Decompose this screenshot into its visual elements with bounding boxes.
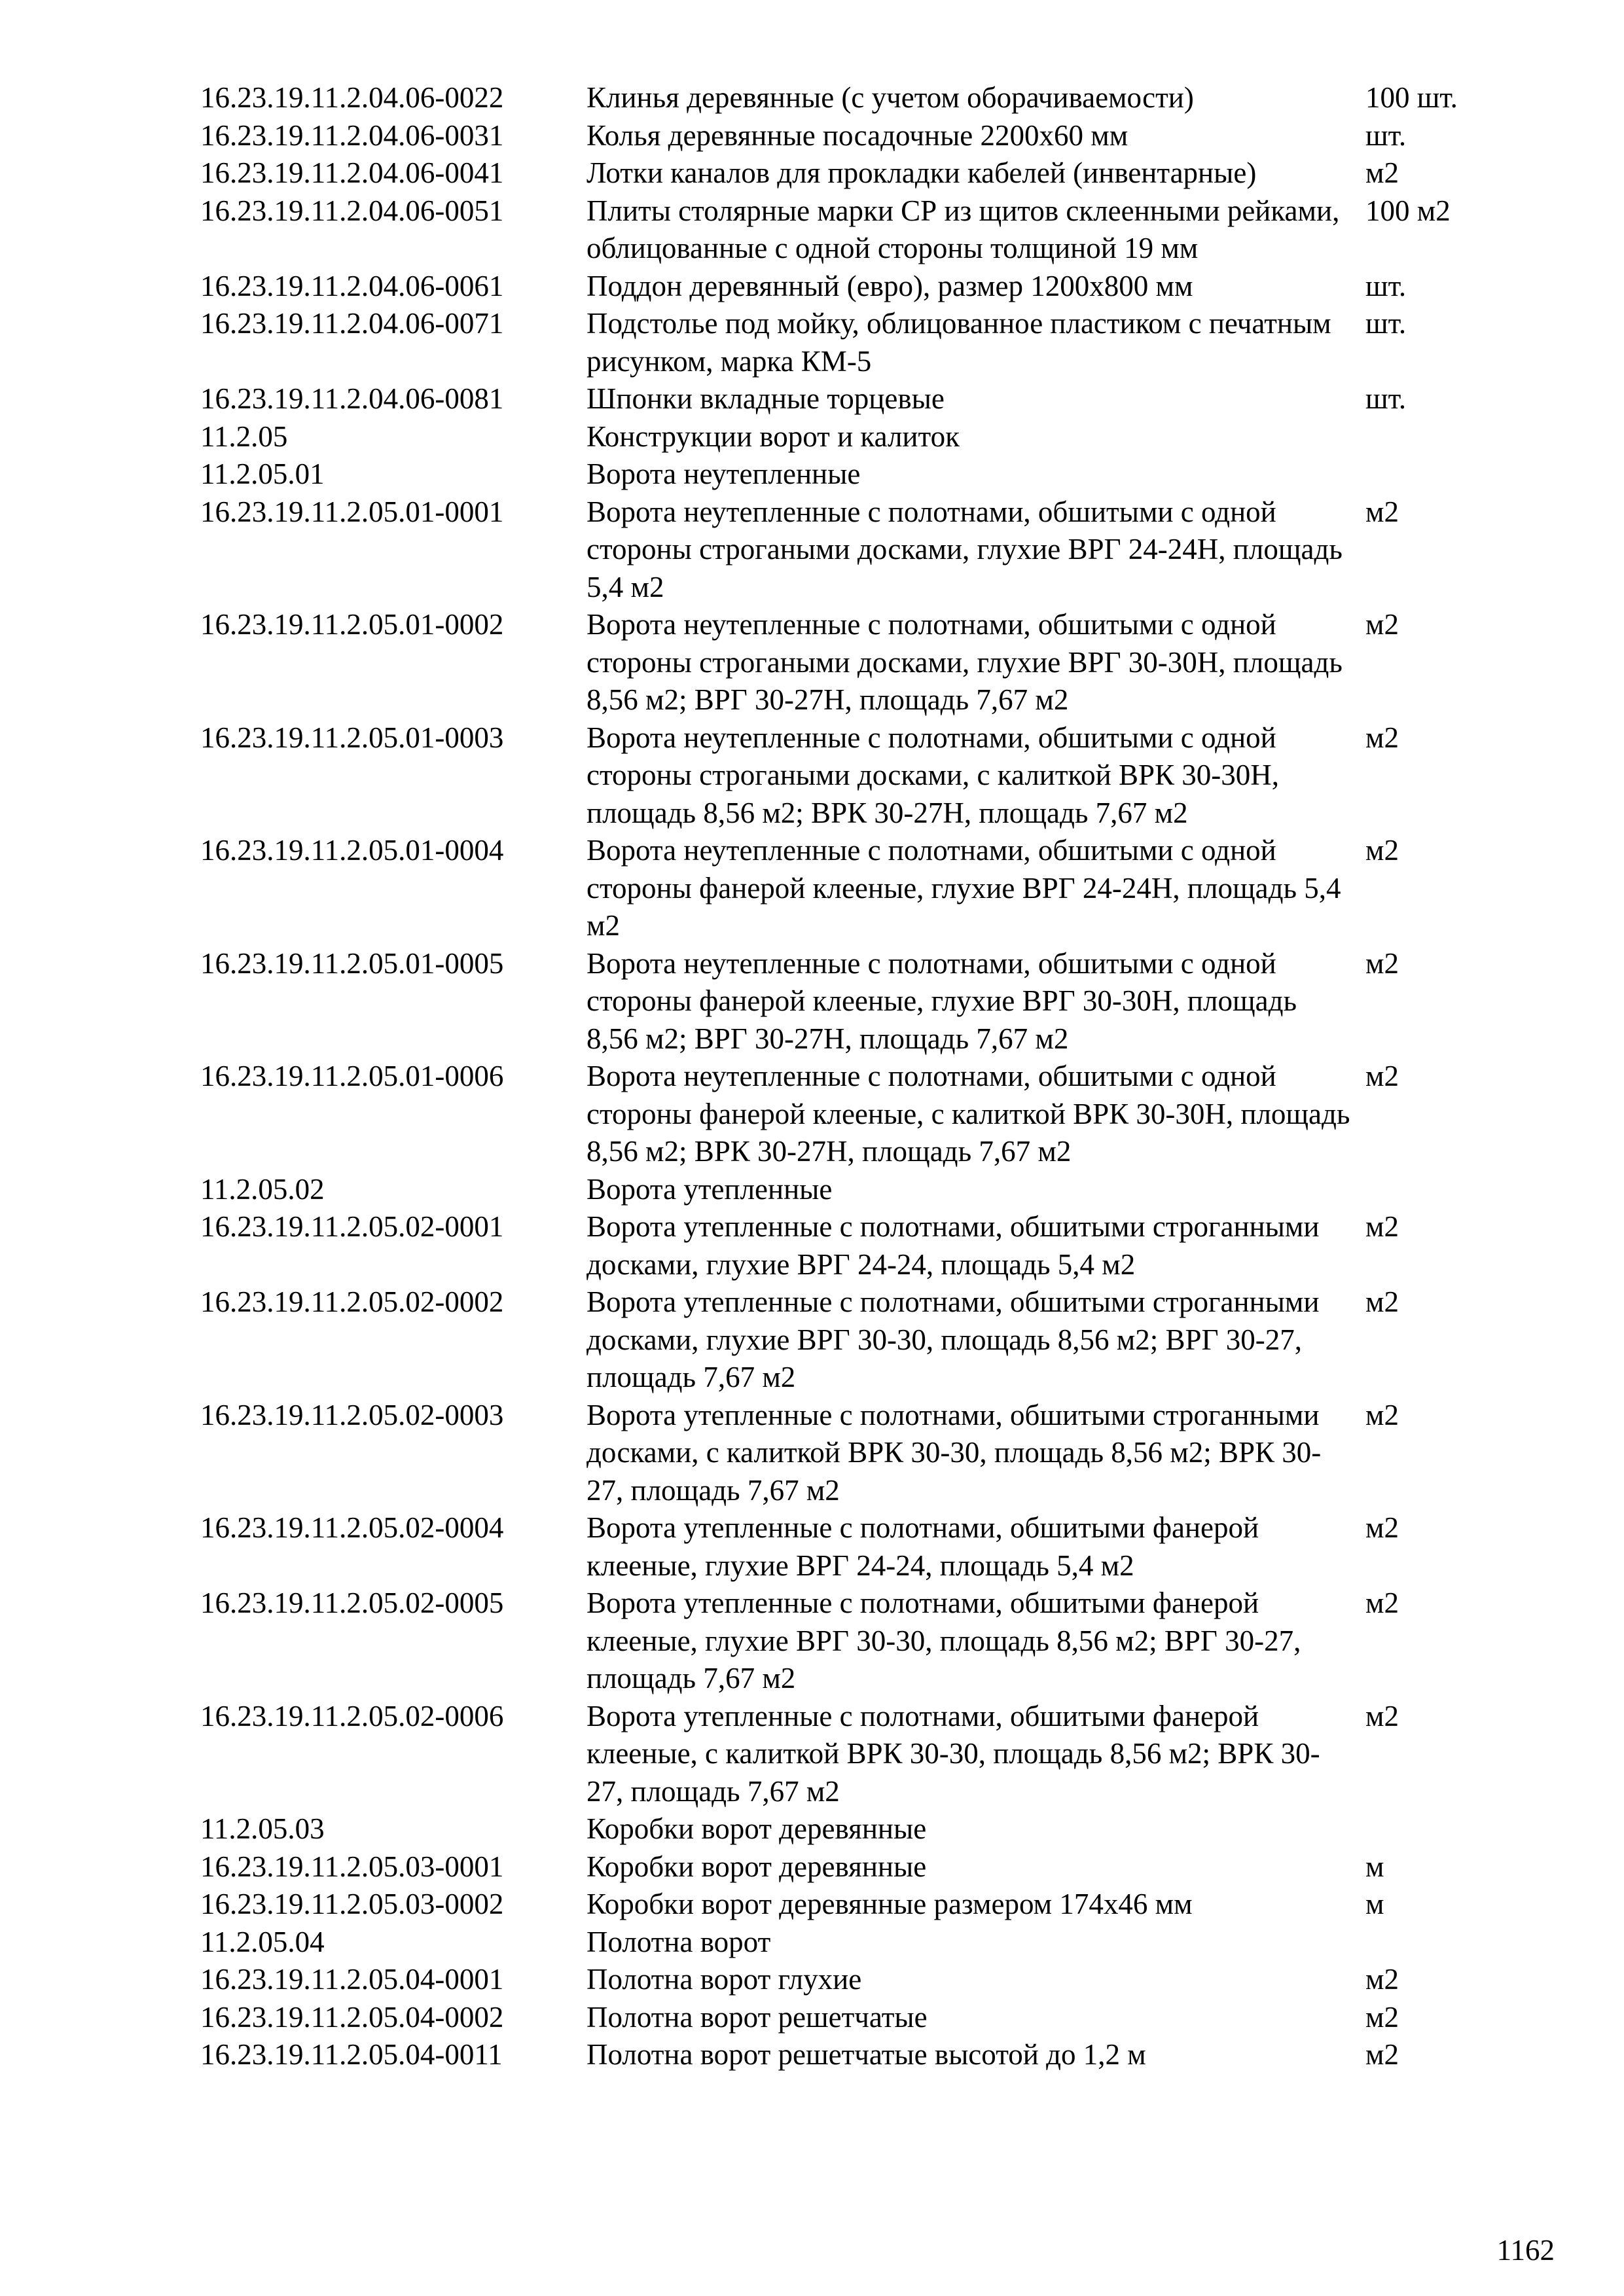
- resource-name: Ворота утепленные с полотнами, обшитыми фанерой клееные, глухие ВРГ 24-24, площадь 5,4 м2: [586, 1511, 1259, 1582]
- resource-name: Ворота неутепленные с полотнами, обшитыми с одной стороны строгаными досками, с калиткой ВРК 30-30Н, площадь 8,56 м2; ВРК 30-27Н, площадь 7,67 м2: [586, 721, 1279, 829]
- resource-unit: м2: [1365, 1210, 1399, 1243]
- resource-code: 16.23.19.11.2.05.02-0004: [200, 1511, 504, 1544]
- resource-code: 16.23.19.11.2.04.06-0041: [200, 156, 504, 189]
- resource-code: 16.23.19.11.2.05.01-0002: [200, 608, 504, 641]
- resource-name: Ворота неутепленные с полотнами, обшитыми с одной стороны строгаными досками, глухие ВРГ 30-30Н, площадь 8,56 м2; ВРГ 30-27Н, площадь 7,67 м2: [586, 608, 1343, 716]
- resource-name: Ворота утепленные с полотнами, обшитыми фанерой клееные, с калиткой ВРК 30-30, площадь 8,56 м2; ВРК 30-27, площадь 7,67 м2: [586, 1699, 1320, 1808]
- resource-row: [200, 2036, 1503, 2074]
- resource-name: Лотки каналов для прокладки кабелей (инвентарные): [586, 156, 1257, 189]
- resource-row: [200, 606, 1503, 719]
- resource-name: Ворота утепленные с полотнами, обшитыми фанерой клееные, глухие ВРГ 30-30, площадь 8,56 м2; ВРГ 30-27, площадь 7,67 м2: [586, 1587, 1301, 1695]
- resource-unit: м2: [1365, 1699, 1399, 1732]
- resource-code: 16.23.19.11.2.05.01-0005: [200, 946, 504, 980]
- resource-code: 11.2.05.04: [200, 1925, 325, 1958]
- resource-name: Ворота неутепленные: [586, 457, 861, 490]
- resource-name: Коробки ворот деревянные размером 174х46 мм: [586, 1888, 1193, 1920]
- resource-unit: шт.: [1365, 269, 1407, 302]
- resource-name: Конструкции ворот и калиток: [586, 420, 960, 453]
- resource-name: Ворота неутепленные с полотнами, обшитыми с одной стороны фанерой клееные, глухие ВРГ 24-24Н, площадь 5,4 м2: [586, 834, 1341, 942]
- resource-row: [200, 1698, 1503, 1811]
- resource-code: 16.23.19.11.2.05.01-0006: [200, 1060, 504, 1092]
- resource-unit: м2: [1365, 1285, 1399, 1318]
- resource-name: Ворота утепленные с полотнами, обшитыми строганными досками, глухие ВРГ 30-30, площадь 8,56 м2; ВРГ 30-27, площадь 7,67 м2: [586, 1285, 1320, 1393]
- resource-unit: м2: [1365, 1060, 1399, 1092]
- resource-name: Ворота утепленные с полотнами, обшитыми строганными досками, с калиткой ВРК 30-30, площадь 8,56 м2; ВРК 30-27, площадь 7,67 м2: [586, 1398, 1322, 1507]
- resource-row: [200, 418, 1503, 456]
- resource-code: 16.23.19.11.2.05.02-0005: [200, 1587, 504, 1619]
- resource-code: 16.23.19.11.2.05.03-0002: [200, 1888, 504, 1920]
- resource-code: 16.23.19.11.2.04.06-0051: [200, 194, 504, 227]
- resource-name: Полотна ворот решетчатые высотой до 1,2 м: [586, 2038, 1146, 2071]
- resource-name: Ворота утепленные: [586, 1172, 833, 1206]
- resource-row: [200, 945, 1503, 1058]
- resource-name: Полотна ворот: [586, 1925, 771, 1958]
- resource-row: [200, 1397, 1503, 1510]
- resource-name: Поддон деревянный (евро), размер 1200х800 мм: [586, 269, 1193, 302]
- resource-code: 16.23.19.11.2.05.01-0004: [200, 834, 504, 867]
- resource-unit: 100 шт.: [1365, 81, 1458, 114]
- resource-name: Клинья деревянные (с учетом оборачиваемости): [586, 81, 1194, 114]
- resource-code: 16.23.19.11.2.05.04-0002: [200, 2000, 504, 2034]
- resource-row: [200, 1509, 1503, 1585]
- resource-unit: м2: [1365, 1398, 1399, 1431]
- resource-unit: 100 м2: [1365, 194, 1451, 227]
- resource-name: Полотна ворот глухие: [586, 1963, 862, 1996]
- resource-code: 11.2.05.03: [200, 1812, 325, 1845]
- resource-unit: м2: [1365, 2038, 1399, 2071]
- resource-row: [200, 117, 1503, 155]
- resource-unit: м: [1365, 1850, 1384, 1883]
- resource-row: [200, 305, 1503, 380]
- resource-code: 16.23.19.11.2.05.01-0001: [200, 495, 504, 528]
- resource-code: 16.23.19.11.2.05.02-0002: [200, 1285, 504, 1318]
- resource-row: [200, 154, 1503, 192]
- resource-unit: шт.: [1365, 118, 1407, 152]
- resource-code: 16.23.19.11.2.05.04-0001: [200, 1963, 504, 1996]
- resource-name: Шпонки вкладные торцевые: [586, 382, 945, 415]
- resource-code: 16.23.19.11.2.04.06-0031: [200, 118, 504, 152]
- resource-unit: м2: [1365, 1587, 1399, 1619]
- resource-unit: м2: [1365, 2000, 1399, 2034]
- resource-row: [200, 1058, 1503, 1171]
- resource-row: [200, 79, 1503, 117]
- resource-unit: м2: [1365, 608, 1399, 641]
- resource-name: Коробки ворот деревянные: [586, 1850, 927, 1883]
- resource-unit: м2: [1365, 834, 1399, 867]
- resource-unit: м2: [1365, 1511, 1399, 1544]
- resource-row: [200, 1924, 1503, 1962]
- resource-code: 16.23.19.11.2.04.06-0071: [200, 307, 504, 340]
- resource-name: Ворота неутепленные с полотнами, обшитыми с одной стороны фанерой клееные, глухие ВРГ 30-30Н, площадь 8,56 м2; ВРГ 30-27Н, площадь 7,67 м2: [586, 946, 1297, 1055]
- resource-row: [200, 456, 1503, 493]
- resource-name: Подстолье под мойку, облицованное пластиком с печатным рисунком, марка КМ-5: [586, 307, 1331, 378]
- resource-list: [200, 79, 1503, 2074]
- resource-unit: м2: [1365, 495, 1399, 528]
- resource-row: [200, 832, 1503, 945]
- resource-row: [200, 1208, 1503, 1283]
- resource-row: [200, 1848, 1503, 1886]
- resource-row: [200, 268, 1503, 306]
- resource-name: Ворота неутепленные с полотнами, обшитыми с одной стороны фанерой клееные, с калиткой ВРК 30-30Н, площадь 8,56 м2; ВРК 30-27Н, площадь 7,67 м2: [586, 1060, 1350, 1168]
- resource-row: [200, 1283, 1503, 1397]
- resource-name: Колья деревянные посадочные 2200х60 мм: [586, 118, 1128, 152]
- resource-unit: м2: [1365, 1963, 1399, 1996]
- resource-row: [200, 493, 1503, 607]
- resource-code: 16.23.19.11.2.05.02-0003: [200, 1398, 504, 1431]
- resource-row: [200, 1886, 1503, 1924]
- resource-unit: м: [1365, 1888, 1384, 1920]
- resource-row: [200, 1961, 1503, 1999]
- resource-row: [200, 719, 1503, 833]
- resource-row: [200, 1171, 1503, 1209]
- resource-code: 11.2.05: [200, 420, 288, 453]
- resource-name: Коробки ворот деревянные: [586, 1812, 927, 1845]
- resource-unit: шт.: [1365, 382, 1407, 415]
- resource-code: 16.23.19.11.2.04.06-0081: [200, 382, 504, 415]
- resource-code: 16.23.19.11.2.05.02-0001: [200, 1210, 504, 1243]
- resource-row: [200, 1810, 1503, 1848]
- resource-name: Плиты столярные марки СР из щитов склеенными рейками, облицованные с одной стороны толщиной 19 мм: [586, 194, 1340, 264]
- resource-code: 16.23.19.11.2.05.02-0006: [200, 1699, 504, 1732]
- resource-name: Ворота неутепленные с полотнами, обшитыми с одной стороны строгаными досками, глухие ВРГ 24-24Н, площадь 5,4 м2: [586, 495, 1343, 603]
- resource-row: [200, 1999, 1503, 2037]
- resource-code: 16.23.19.11.2.05.04-0011: [200, 2038, 503, 2071]
- page-number: 1162: [1496, 2234, 1555, 2267]
- resource-code: 11.2.05.02: [200, 1172, 325, 1206]
- resource-name: Ворота утепленные с полотнами, обшитыми строганными досками, глухие ВРГ 24-24, площадь 5,4 м2: [586, 1210, 1320, 1281]
- resource-row: [200, 1585, 1503, 1698]
- resource-code: 16.23.19.11.2.05.01-0003: [200, 721, 504, 754]
- resource-unit: м2: [1365, 156, 1399, 189]
- resource-name: Полотна ворот решетчатые: [586, 2000, 928, 2034]
- resource-code: 16.23.19.11.2.04.06-0061: [200, 269, 504, 302]
- resource-code: 16.23.19.11.2.04.06-0022: [200, 81, 504, 114]
- resource-row: [200, 192, 1503, 268]
- resource-row: [200, 380, 1503, 418]
- resource-unit: м2: [1365, 946, 1399, 980]
- resource-unit: м2: [1365, 721, 1399, 754]
- resource-code: 16.23.19.11.2.05.03-0001: [200, 1850, 504, 1883]
- resource-unit: шт.: [1365, 307, 1407, 340]
- resource-code: 11.2.05.01: [200, 457, 325, 490]
